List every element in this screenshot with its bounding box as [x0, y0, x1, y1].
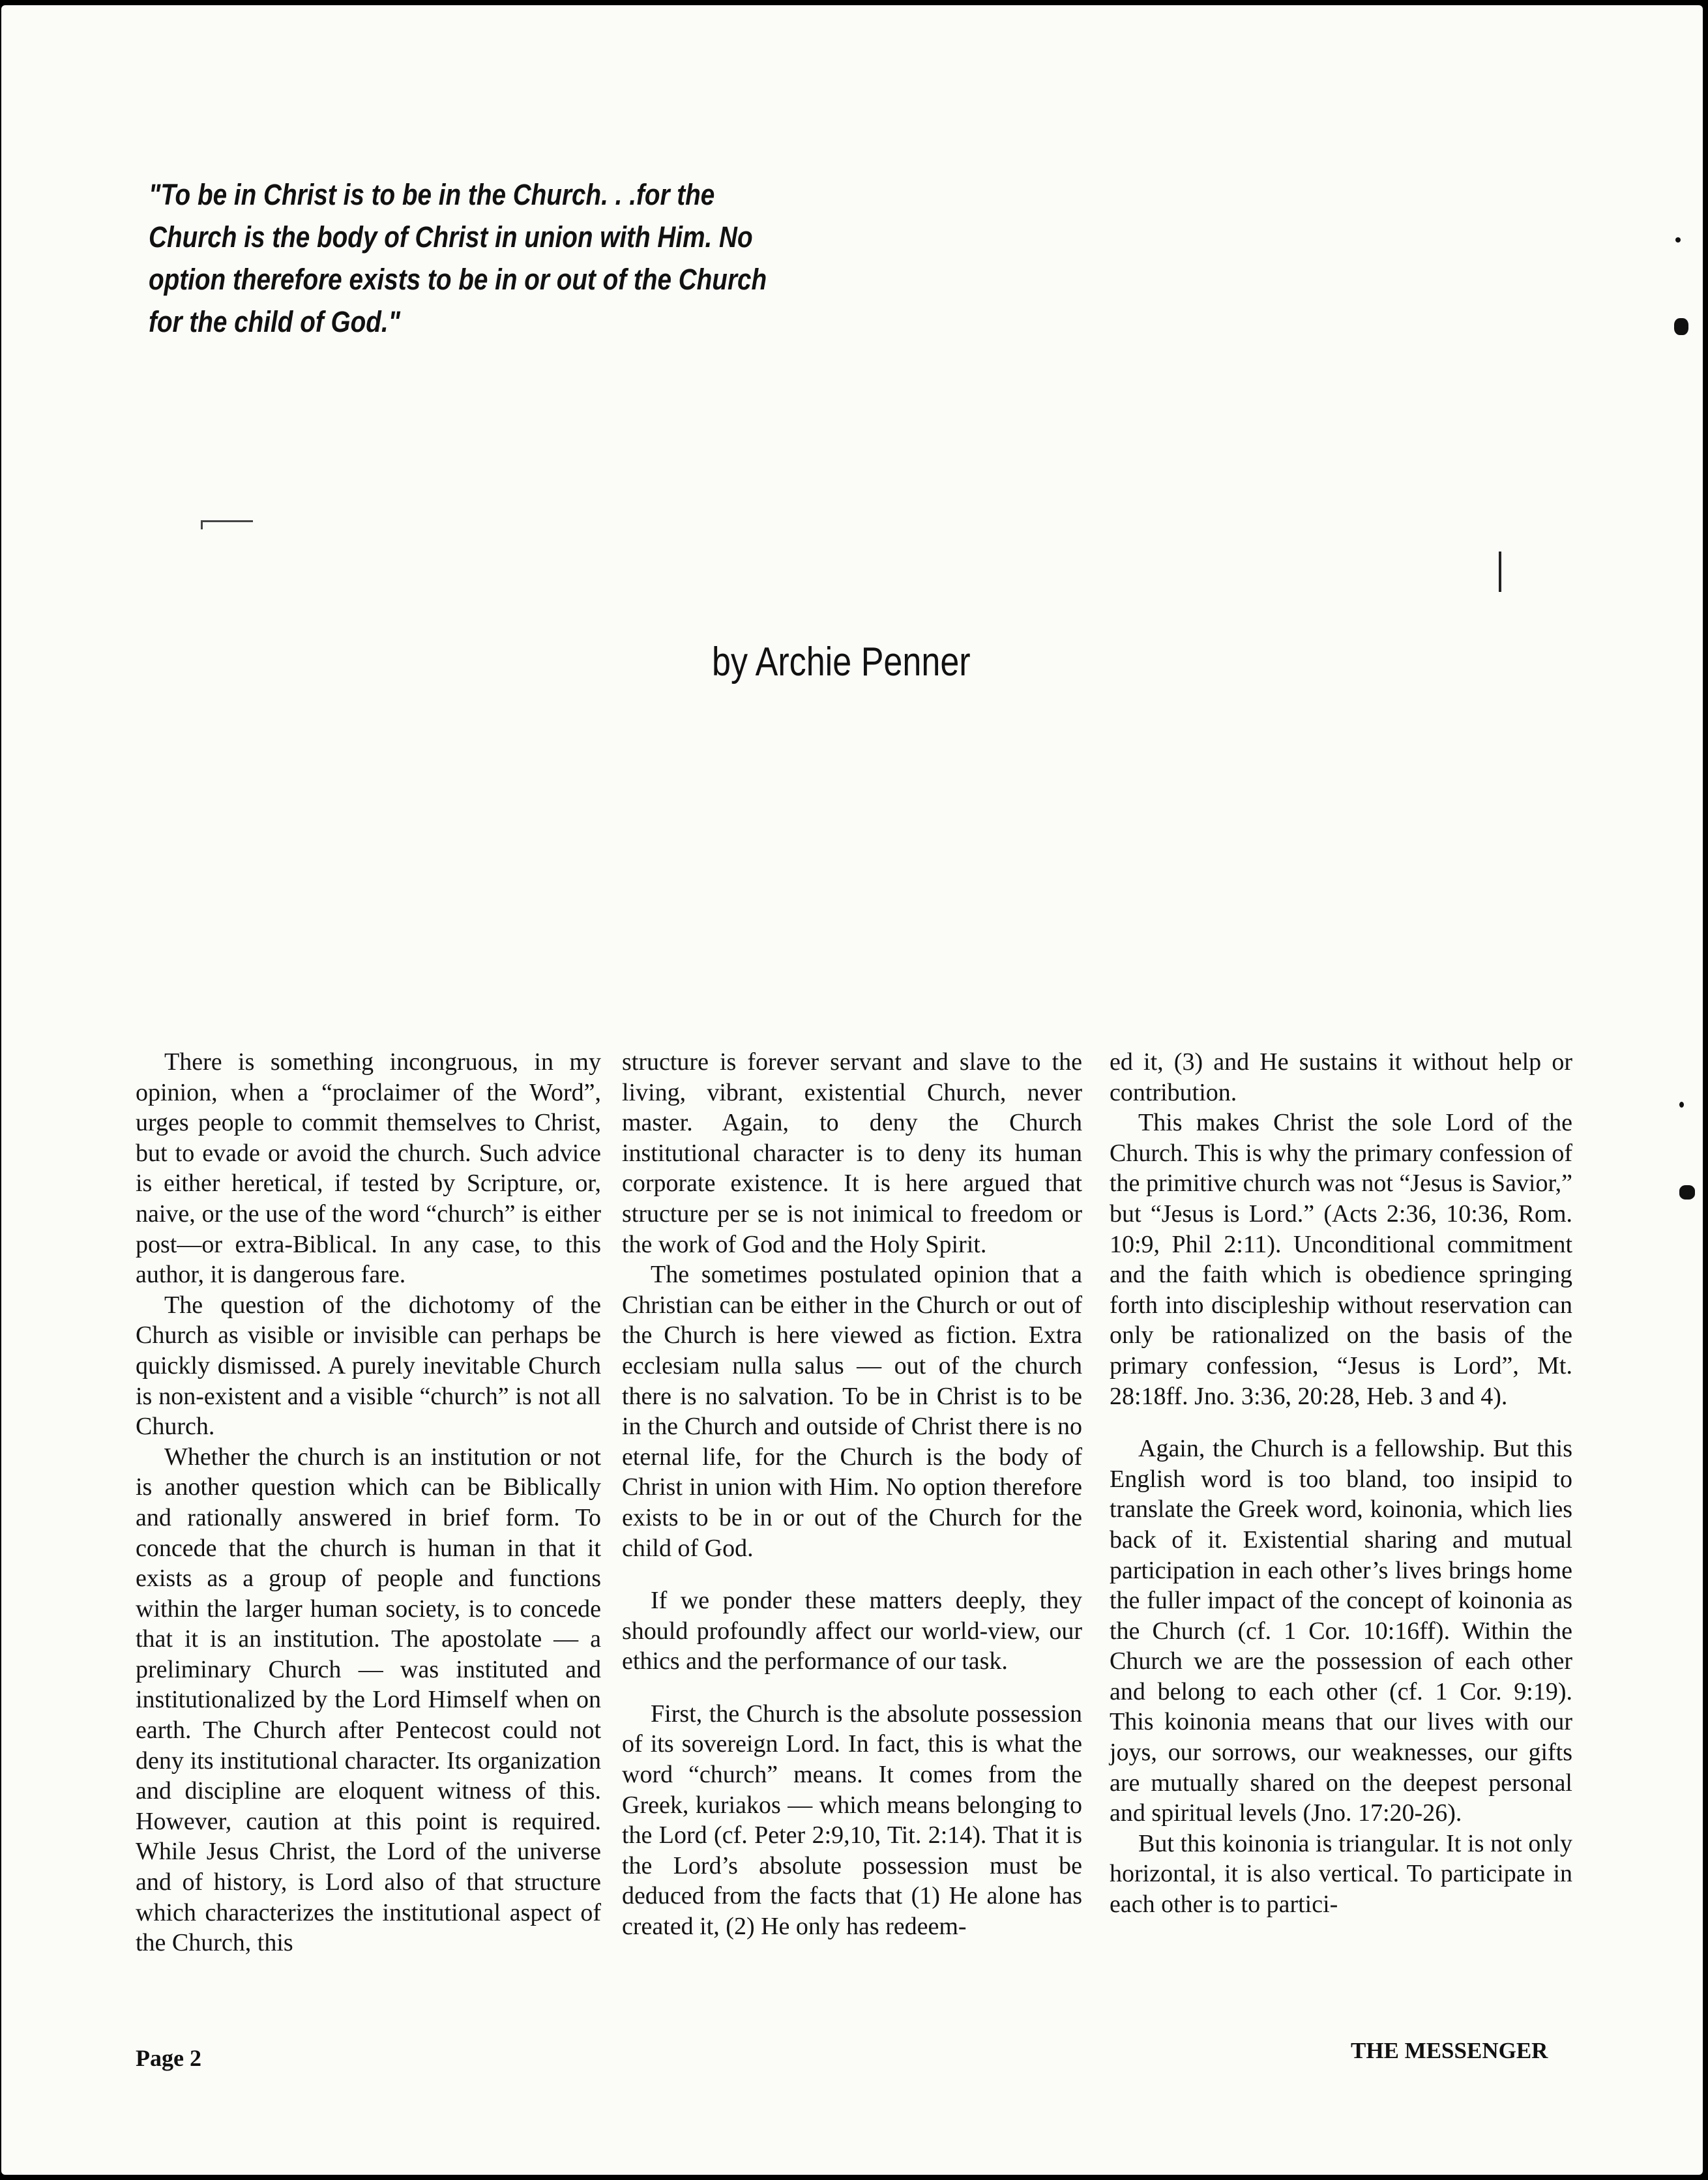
- paragraph: Again, the Church is a fellowship. But this English word is too bland, too insipid to translate the Greek word, koinonia, which lies back of it. Existential sharing and mutual participation in each other’s lives brings home the fuller impact of the concept of koinonia as the Church (cf. 1 Cor. 10:16ff). Within the Church we are the possession of each other and belong to each other (cf. 1 Cor. 9:19). This koinonia means that our lives with our joys, our sorrows, our weaknesses, our gifts are mutually shared on the deepest personal and spiritual levels (Jno. 17:20-26).: [1110, 1435, 1572, 1827]
- article-column-3: [1110, 1047, 1572, 1920]
- pull-quote-line: "To be in Christ is to be in the Church. . .for the: [149, 178, 715, 211]
- publication-name: THE MESSENGER: [1351, 2038, 1548, 2063]
- pull-quote-line: Church is the body of Christ in union with Him. No: [149, 220, 753, 254]
- paragraph: But this koinonia is triangular. It is not only horizontal, it is also vertical. To participate in each other is to partici-: [1110, 1829, 1572, 1919]
- paragraph: ed it, (3) and He sustains it without help or contribution.: [1110, 1048, 1572, 1106]
- paragraph: The question of the dichotomy of the Church as visible or invisible can perhaps be quickly dismissed. A purely inevitable Church is non-existent and a visible “church” is not all Church.: [136, 1291, 601, 1441]
- paragraph: structure is forever servant and slave to the living, vibrant, existential Church, never master. Again, to deny the Church institutional character is to deny its human corporate existence. It is here argued that structure per se is not inimical to freedom or the work of God and the Holy Spirit.: [622, 1048, 1082, 1258]
- decorative-rule-tick: [201, 520, 203, 529]
- magazine-page: [1, 5, 1703, 2175]
- article-column-1: [136, 1047, 601, 1958]
- page-number: Page 2: [136, 2045, 201, 2071]
- paragraph: The sometimes postulated opinion that a Christian can be either in the Church or out of the Church is here viewed as fiction. Extra ecclesiam nulla salus — out of the church there is no salvation. To be in Christ is to be in the Church and outside of Christ there is no eternal life, for the Church is the body of Christ in union with Him. No option therefore exists to be in or out of the Church for the child of God.: [622, 1261, 1082, 1562]
- byline: by Archie Penner: [712, 640, 971, 685]
- paragraph: If we ponder these matters deeply, they should profoundly affect our world-view, our ethics and the performance of our task.: [622, 1587, 1082, 1675]
- scan-speck: [1679, 1185, 1695, 1200]
- paragraph: This makes Christ the sole Lord of the Church. This is why the primary confession of the primitive church was not “Jesus is Savior,” but “Jesus is Lord.” (Acts 2:36, 10:36, Rom. 10:9, Phil 2:11). Unconditional commitment and the faith which is obedience springing forth into discipleship without reservation can only be rationalized on the basis of the primary confession, “Jesus is Lord”, Mt. 28:18ff. Jno. 3:36, 20:28, Heb. 3 and 4).: [1110, 1109, 1572, 1410]
- scan-speck: [1679, 1102, 1684, 1108]
- decorative-rule-left: [201, 520, 253, 522]
- paragraph: First, the Church is the absolute possession of its sovereign Lord. In fact, this is what the word “church” means. It comes from the Greek, kuriakos — which means belonging to the Lord (cf. Peter 2:9,10, Tit. 2:14). That it is the Lord’s absolute possession must be deduced from the facts that (1) He alone has created it, (2) He only has redeem-: [622, 1700, 1082, 1941]
- article-column-2: [622, 1047, 1082, 1942]
- scan-speck: [1674, 318, 1688, 335]
- paragraph: Whether the church is an institution or not is another question which can be Biblically and rationally answered in brief form. To concede that the church is human in that it exists as a group of people and functions within the larger human society, is to concede that it is an institution. The apostolate — a preliminary Church — was instituted and institutionalized by the Lord Himself when on earth. The Church after Pentecost could not deny its institutional character. Its organization and discipline are eloquent witness of this. However, caution at this point is required. While Jesus Christ, the Lord of the universe and of history, is Lord also of that structure which characterizes the institutional aspect of the Church, this: [136, 1443, 601, 1957]
- paragraph: There is something incongruous, in my opinion, when a “proclaimer of the Word”, urges people to commit themselves to Christ, but to evade or avoid the church. Such advice is either heretical, if tested by Scripture, or, naive, or the use of the word “church” is either post—or extra-Biblical. In any case, to this author, it is dangerous fare.: [136, 1048, 601, 1289]
- pull-quote: [149, 173, 767, 343]
- pull-quote-line: option therefore exists to be in or out of the Church: [149, 263, 767, 296]
- decorative-rule-right: [1499, 552, 1501, 592]
- pull-quote-line: for the child of God.": [149, 305, 400, 338]
- scan-speck: [1675, 237, 1681, 243]
